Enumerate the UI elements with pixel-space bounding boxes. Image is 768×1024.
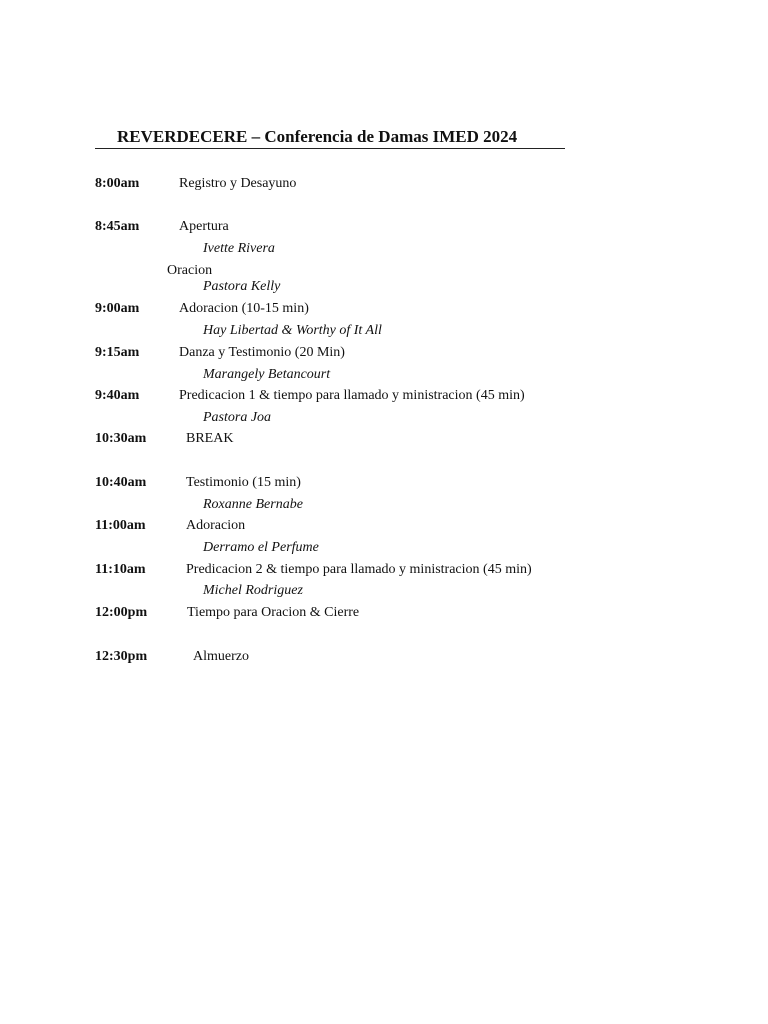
schedule-time: 9:40am bbox=[95, 388, 140, 403]
schedule-activity: Registro y Desayuno bbox=[179, 176, 297, 191]
document-title: REVERDECERE – Conferencia de Damas IMED 2024 bbox=[117, 127, 518, 146]
schedule-presenter: Pastora Joa bbox=[203, 410, 272, 425]
schedule-time: 12:00pm bbox=[95, 605, 148, 620]
schedule-time: 10:40am bbox=[95, 475, 147, 490]
schedule-presenter: Roxanne Bernabe bbox=[203, 497, 303, 512]
schedule-presenter: Pastora Kelly bbox=[203, 279, 281, 294]
schedule-activity: BREAK bbox=[186, 431, 234, 446]
schedule-time: 12:30pm bbox=[95, 649, 148, 664]
schedule-activity: Adoracion bbox=[186, 518, 246, 533]
schedule-time: 11:10am bbox=[95, 562, 146, 577]
schedule-activity: Apertura bbox=[179, 219, 229, 234]
schedule-activity: Testimonio (15 min) bbox=[186, 475, 301, 490]
schedule-time: 9:15am bbox=[95, 345, 140, 360]
schedule-time: 8:45am bbox=[95, 219, 140, 234]
schedule-time: 9:00am bbox=[95, 301, 140, 316]
schedule-activity: Tiempo para Oracion & Cierre bbox=[187, 605, 360, 620]
schedule-activity: Predicacion 1 & tiempo para llamado y ministracion (45 min) bbox=[179, 388, 525, 403]
schedule-presenter: Michel Rodriguez bbox=[203, 583, 303, 598]
schedule-activity: Danza y Testimonio (20 Min) bbox=[179, 345, 345, 360]
schedule-presenter: Hay Libertad & Worthy of It All bbox=[203, 323, 382, 338]
schedule-activity: Adoracion (10-15 min) bbox=[179, 301, 309, 316]
schedule-presenter: Ivette Rivera bbox=[203, 241, 275, 256]
schedule-activity: Predicacion 2 & tiempo para llamado y ministracion (45 min) bbox=[186, 562, 532, 577]
title-underline bbox=[95, 148, 565, 149]
schedule-activity: Almuerzo bbox=[193, 649, 249, 664]
schedule-time: 8:00am bbox=[95, 176, 140, 191]
schedule-time: 10:30am bbox=[95, 431, 147, 446]
schedule-presenter: Derramo el Perfume bbox=[203, 540, 319, 555]
schedule-time: 11:00am bbox=[95, 518, 146, 533]
schedule-presenter: Marangely Betancourt bbox=[203, 367, 331, 382]
schedule-activity: Oracion bbox=[167, 263, 213, 278]
